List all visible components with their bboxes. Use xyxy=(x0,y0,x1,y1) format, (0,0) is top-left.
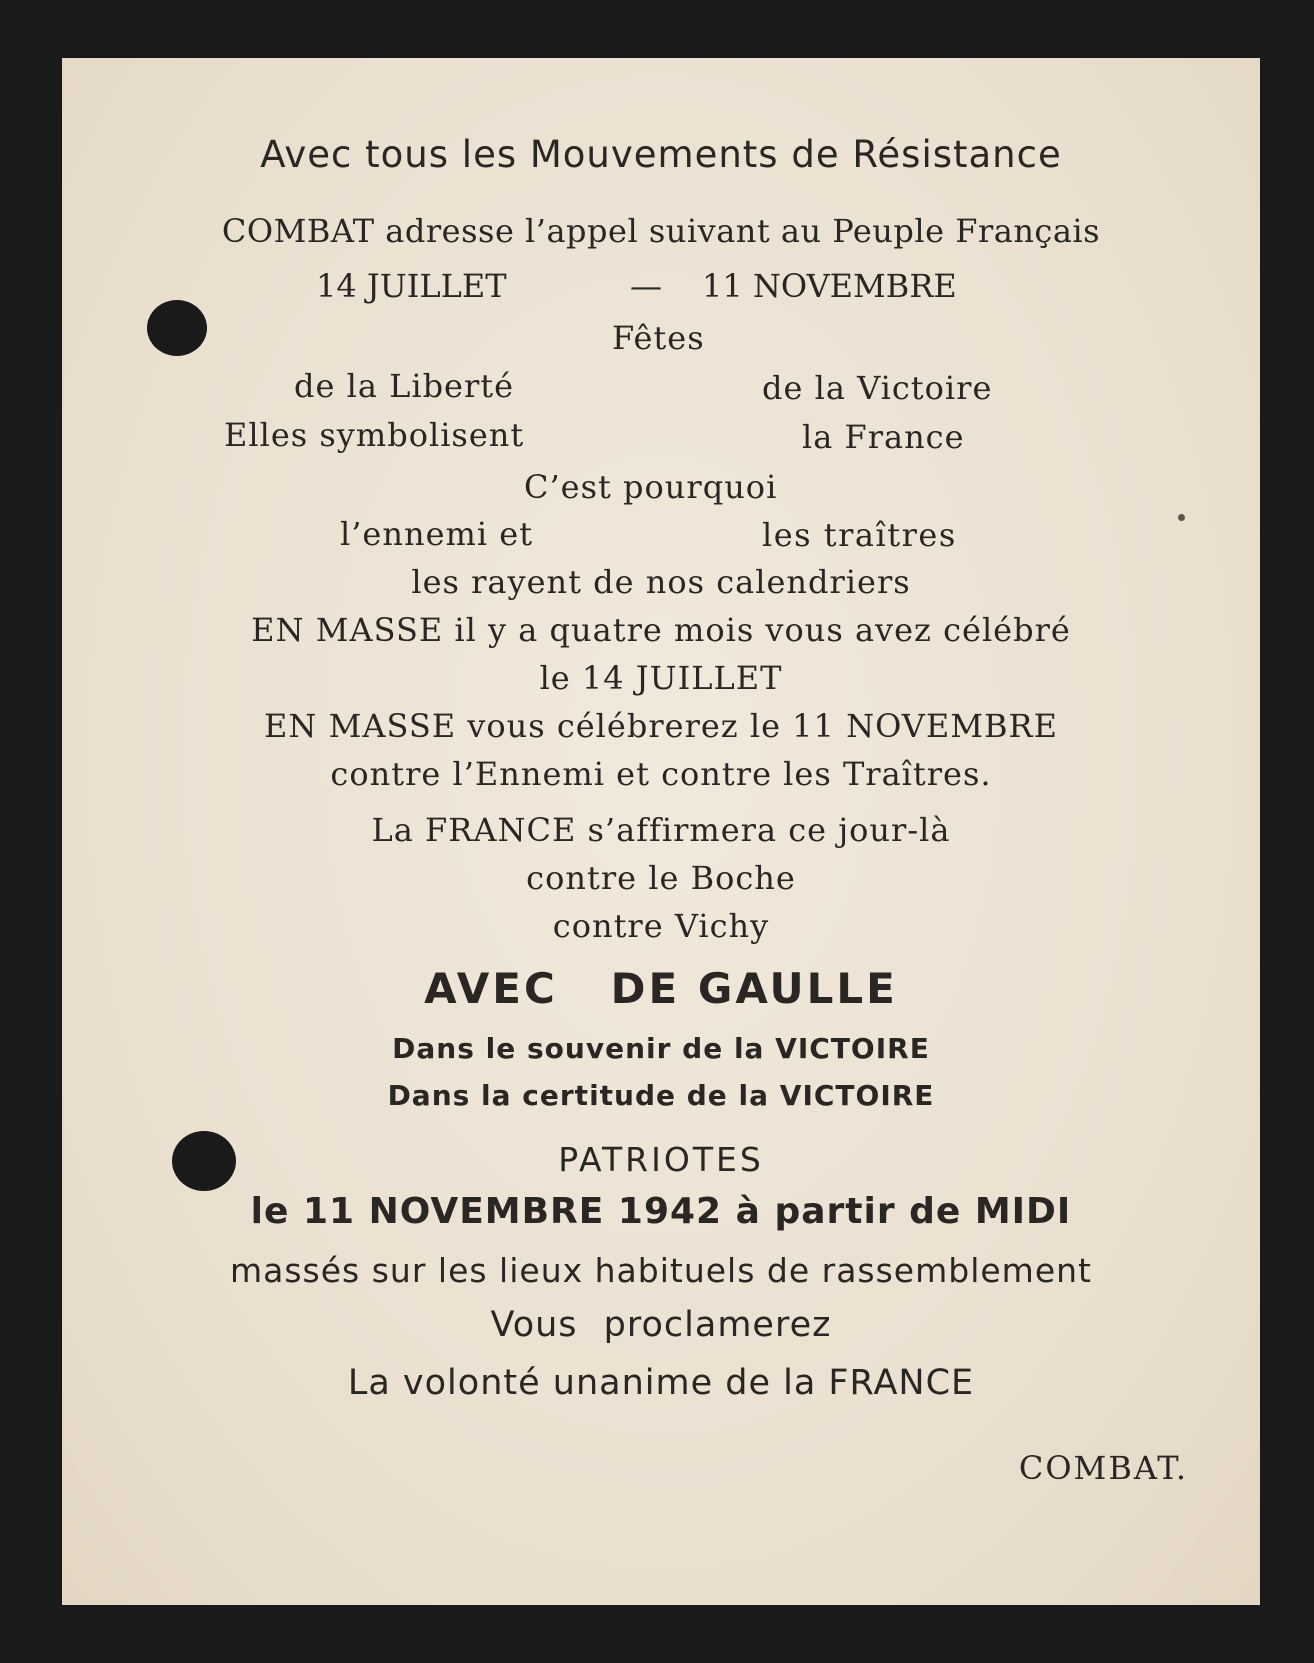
contre-le-boche: contre le Boche xyxy=(526,859,796,897)
elles-symbolisent: Elles symbolisent xyxy=(224,416,525,454)
lennemi-et: l’ennemi et xyxy=(340,515,534,553)
fetes-line: Fêtes xyxy=(612,319,705,357)
affirmera-line: La FRANCE s’affirmera ce jour-là xyxy=(371,811,951,849)
contre-ennemi-line: contre l’Ennemi et contre les Traîtres. xyxy=(330,755,992,793)
volonte-line: La volonté unanime de la FRANCE xyxy=(347,1363,975,1403)
date-dash: — xyxy=(630,267,662,305)
cest-pourquoi: C’est pourquoi xyxy=(524,468,778,506)
de-la-liberte: de la Liberté xyxy=(294,367,515,405)
date-14-juillet: 14 JUILLET xyxy=(316,267,507,305)
rayent-line: les rayent de nos calendriers xyxy=(411,563,911,601)
les-traitres: les traîtres xyxy=(762,516,957,554)
vous-proclamerez: Vous proclamerez xyxy=(490,1305,832,1345)
leaflet-paper xyxy=(62,58,1260,1605)
patriotes: PATRIOTES xyxy=(558,1140,764,1179)
avec-de-gaulle: AVEC DE GAULLE xyxy=(424,964,898,1013)
de-la-victoire: de la Victoire xyxy=(762,369,993,407)
punch-hole-top xyxy=(147,300,207,356)
date-midi-line: le 11 NOVEMBRE 1942 à partir de MIDI xyxy=(250,1191,1072,1232)
appeal-line: COMBAT adresse l’appel suivant au Peuple Français xyxy=(221,212,1101,250)
contre-vichy: contre Vichy xyxy=(552,907,770,945)
signature: COMBAT. xyxy=(1018,1449,1188,1487)
le-14-juillet: le 14 JUILLET xyxy=(539,659,783,697)
date-11-novembre: 11 NOVEMBRE xyxy=(702,267,957,305)
heading: Avec tous les Mouvements de Résistance xyxy=(260,133,1062,176)
en-masse-1: EN MASSE il y a quatre mois vous avez célébré xyxy=(251,611,1071,649)
masses-line: massés sur les lieux habituels de rassemblement xyxy=(230,1251,1092,1290)
ink-speck xyxy=(1178,514,1185,521)
la-france-line: la France xyxy=(802,418,965,456)
souvenir-victoire: Dans le souvenir de la VICTOIRE xyxy=(392,1032,930,1065)
certitude-victoire: Dans la certitude de la VICTOIRE xyxy=(387,1079,935,1112)
en-masse-2: EN MASSE vous célébrerez le 11 NOVEMBRE xyxy=(264,707,1058,745)
